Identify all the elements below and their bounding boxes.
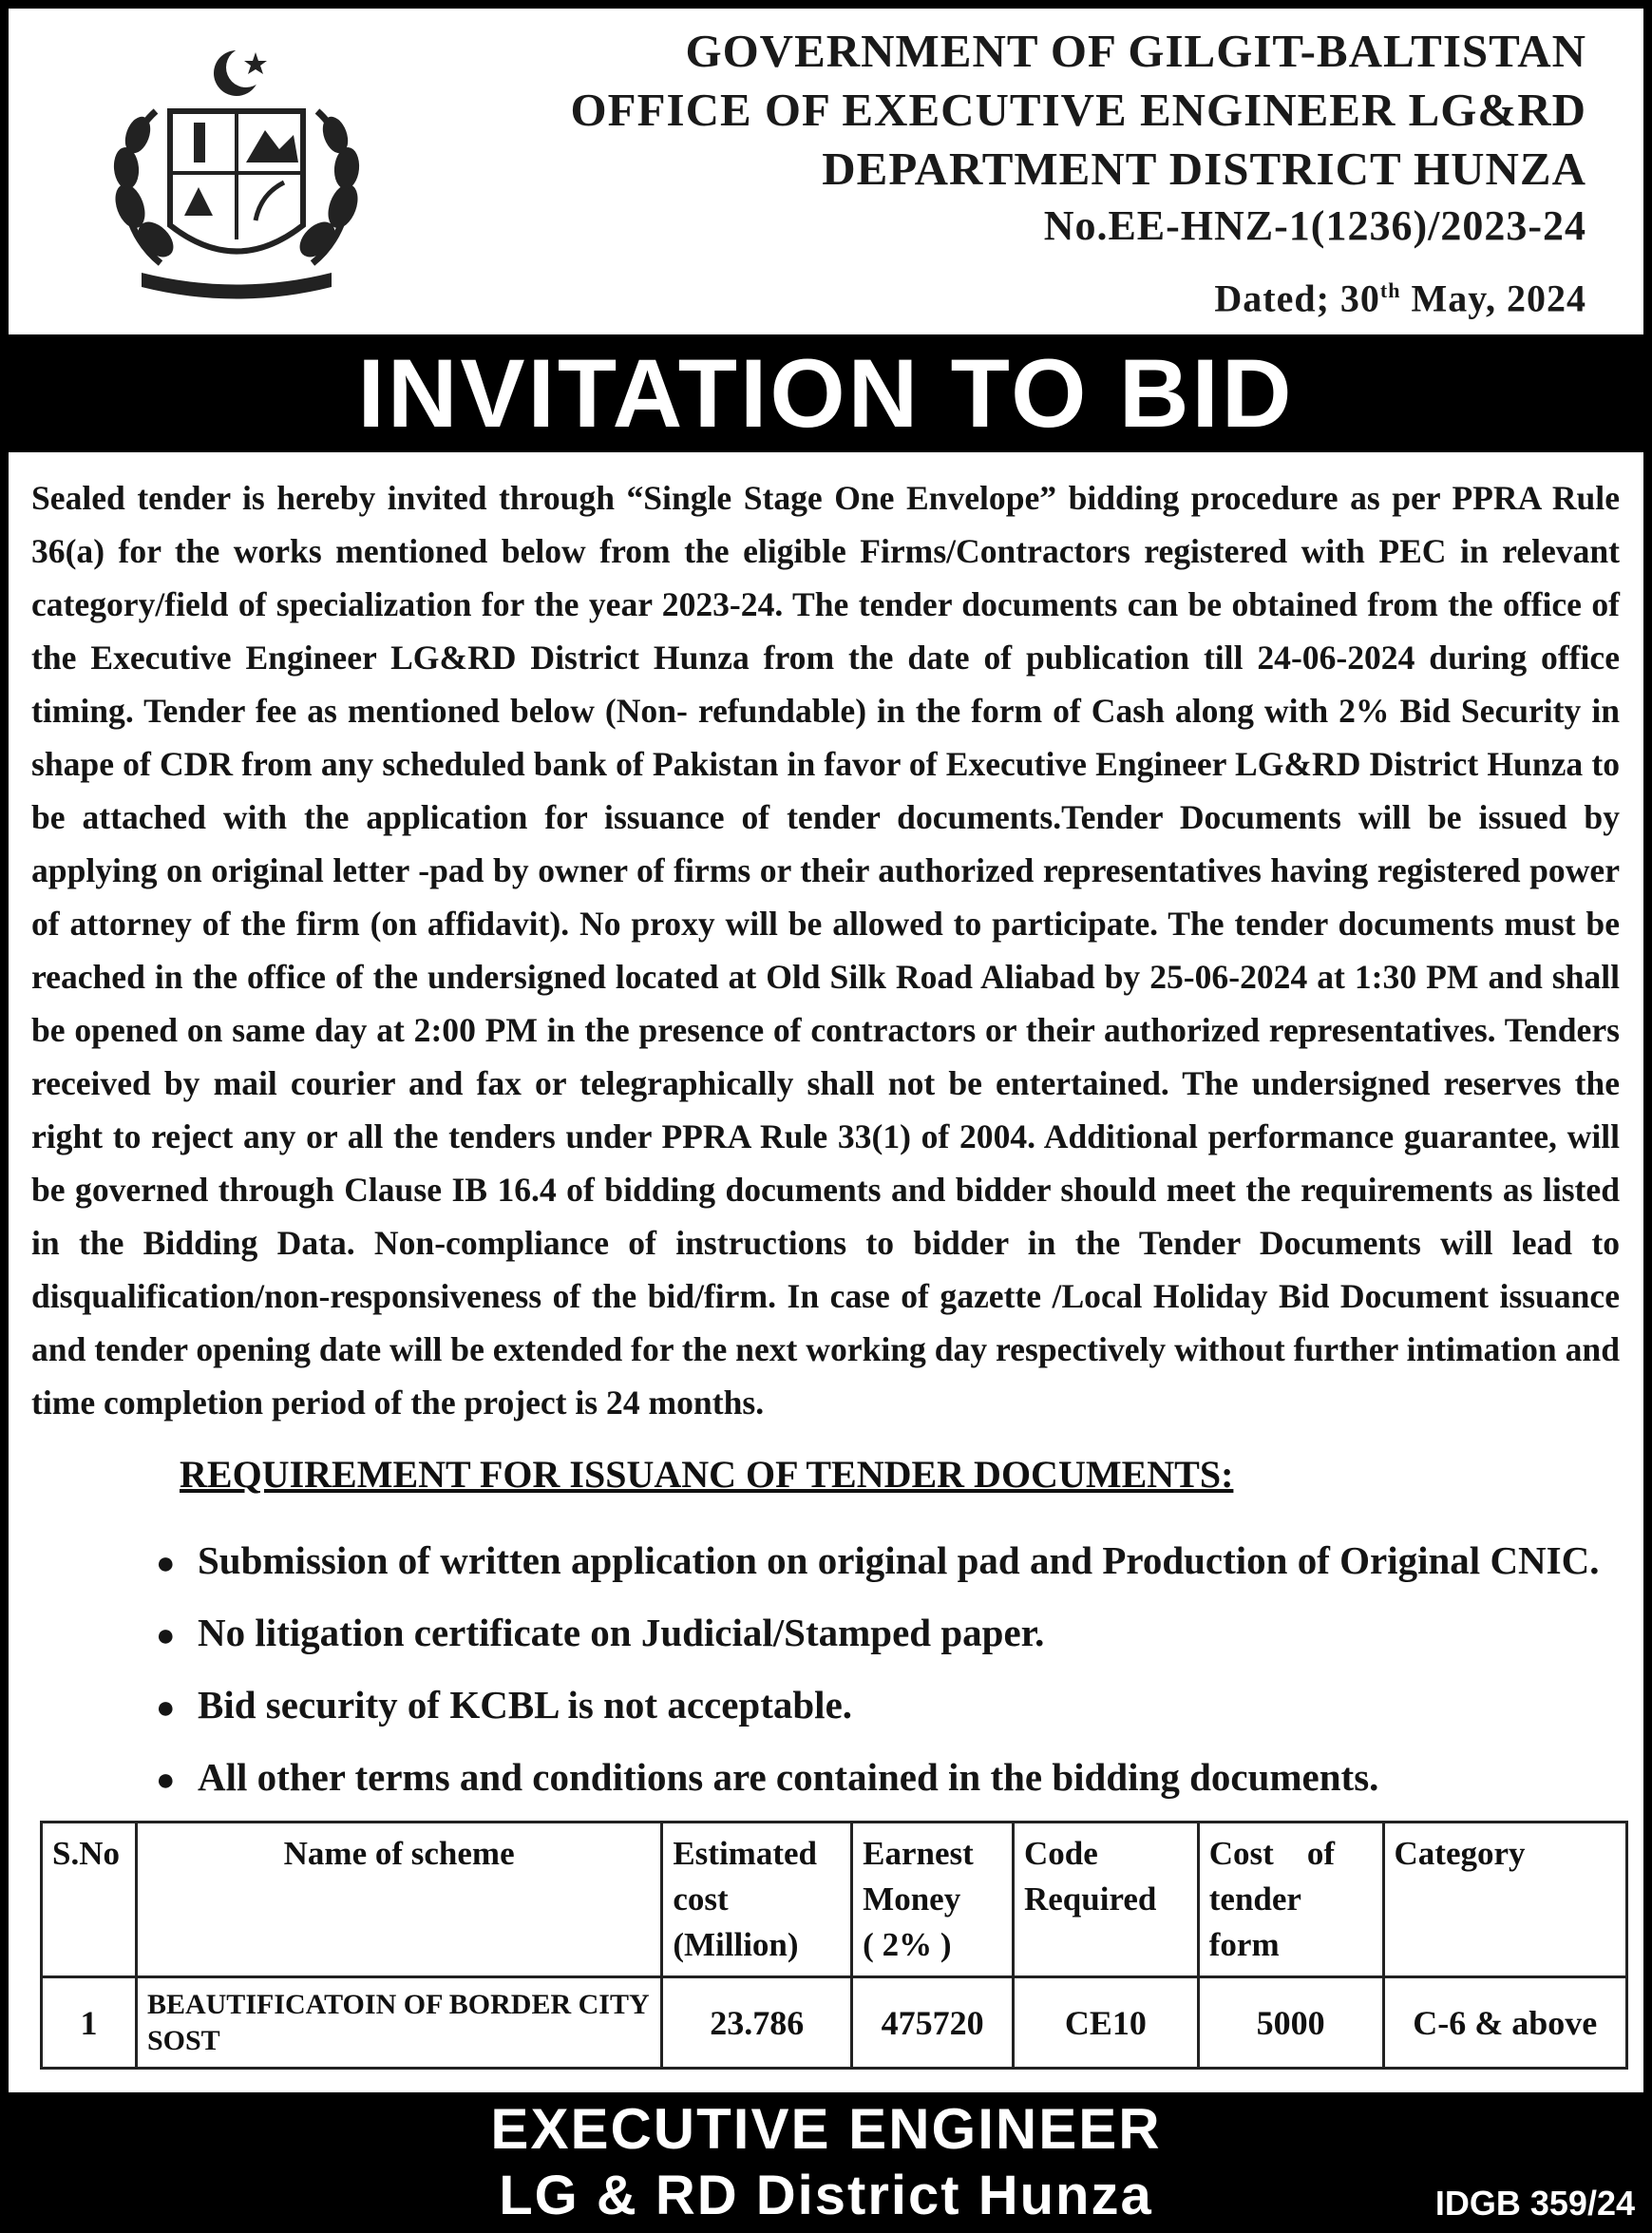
list-item: ● Bid security of KCBL is not acceptable.: [156, 1670, 1599, 1743]
notice-paragraph: Sealed tender is hereby invited through “Single Stage One Envelope” bidding procedure as per PPRA Rule 36(a) for the works mentioned below from the eligible Firms/Contractors registered with PEC in relevant category/field of specialization for the year 2023-24. The tender documents can be obtained from the office of the Executive Engineer LG&RD District Hunza from the date of publication till 24-06-2024 during office timing. Tender fee as mentioned below (Non- refundable) in the form of Cash along with 2% Bid Security in shape of CDR from any scheduled bank of Pakistan in favor of Executive Engineer LG&RD District Hunza to be attached with the application for issuance of tender documents.Tender Documents will be issued by applying on original letter -pad by owner of firms or their authorized representatives having registered power of attorney of the firm (on affidavit). No proxy will be allowed to participate. The tender documents must be reached in the office of the undersigned located at Old Silk Road Aliabad by 25-06-2024 at 1:30 PM and shall be opened on same day at 2:00 PM in the presence of contractors or their authorized representatives. Tenders received by mail courier and fax or telegraphically shall not be entertained. The undersigned reserves the right to reject any or all the tenders under PPRA Rule 33(1) of 2004. Additional performance guarantee, will be governed through Clause IB 16.4 of bidding documents and bidder should meet the requirements as listed in the Bidding Data. Non-compliance of instructions to bidder in the Tender Documents will lead to disqualification/non-responsiveness of the bid/firm. In case of gazette /Local Holiday Bid Document issuance and tender opening date will be extended for the next working day respectively without further intimation and time completion period of the project is 24 months.: [31, 479, 1621, 1422]
header-estimated-cost: Estimated cost (Million): [662, 1823, 852, 1977]
cell-earnest-money: 475720: [852, 1977, 1014, 2069]
bullet-icon: ●: [156, 1546, 176, 1581]
header-code-required: Code Required: [1013, 1823, 1198, 1977]
list-item: ● All other terms and conditions are contained in the bidding documents.: [156, 1743, 1599, 1815]
submission-date: 25-06-2024: [1149, 958, 1308, 996]
title-banner: [0, 334, 1652, 452]
letterhead-text: [571, 22, 1586, 324]
reference-number: No.EE-HNZ-1(1236)/2023-24: [1043, 202, 1586, 249]
government-name: GOVERNMENT OF GILGIT-BALTISTAN: [685, 25, 1586, 77]
header-tender-cost: Cost of tender form: [1198, 1823, 1383, 1977]
signatory-office: LG & RD District Hunza: [499, 2165, 1153, 2226]
letterhead: [9, 9, 1643, 334]
cell-scheme-name: BEAUTIFICATOIN OF BORDER CITY SOST: [136, 1977, 661, 2069]
list-item: ● Submission of written application on original pad and Production of Original CNIC.: [156, 1526, 1599, 1598]
requirements-heading: REQUIREMENT FOR ISSUANC OF TENDER DOCUMENTS:: [180, 1453, 1234, 1496]
cell-sno: 1: [42, 1977, 137, 2069]
signature-footer: [0, 2092, 1652, 2233]
scheme-table: [40, 1821, 1628, 2070]
office-name: OFFICE OF EXECUTIVE ENGINEER LG&RD: [570, 84, 1586, 136]
page-title: INVITATION TO BID: [357, 338, 1295, 448]
list-item: ● No litigation certificate on Judicial/Stamped paper.: [156, 1598, 1599, 1670]
bullet-icon: ●: [156, 1763, 176, 1798]
requirements-list: [156, 1526, 1599, 1815]
opening-time: 2:00 PM: [413, 1011, 538, 1049]
cell-code: CE10: [1013, 1977, 1198, 2069]
bullet-icon: ●: [156, 1618, 176, 1653]
documents-deadline: 24-06-2024: [1257, 639, 1415, 677]
submission-time: 1:30 PM: [1354, 958, 1479, 996]
issue-date: Dated; 30th May, 2024: [1214, 277, 1586, 320]
department-name: DEPARTMENT DISTRICT HUNZA: [822, 143, 1586, 195]
header-category: Category: [1383, 1823, 1626, 1977]
signatory-title: EXECUTIVE ENGINEER: [490, 2097, 1162, 2161]
cell-category: C-6 & above: [1383, 1977, 1626, 2069]
cell-estimated-cost: 23.786: [662, 1977, 852, 2069]
header-sno: S.No: [42, 1823, 137, 1977]
header-earnest-money: Earnest Money ( 2% ): [852, 1823, 1014, 1977]
cell-tender-cost: 5000: [1198, 1977, 1383, 2069]
government-emblem-icon: [104, 45, 370, 301]
advertisement-code: IDGB 359/24: [1434, 2184, 1635, 2223]
bullet-icon: ●: [156, 1690, 176, 1726]
notice-body: [9, 452, 1643, 2092]
table-header-row: [42, 1823, 1627, 1977]
header-scheme-name: Name of scheme: [136, 1823, 661, 1977]
table-row: [42, 1977, 1627, 2069]
